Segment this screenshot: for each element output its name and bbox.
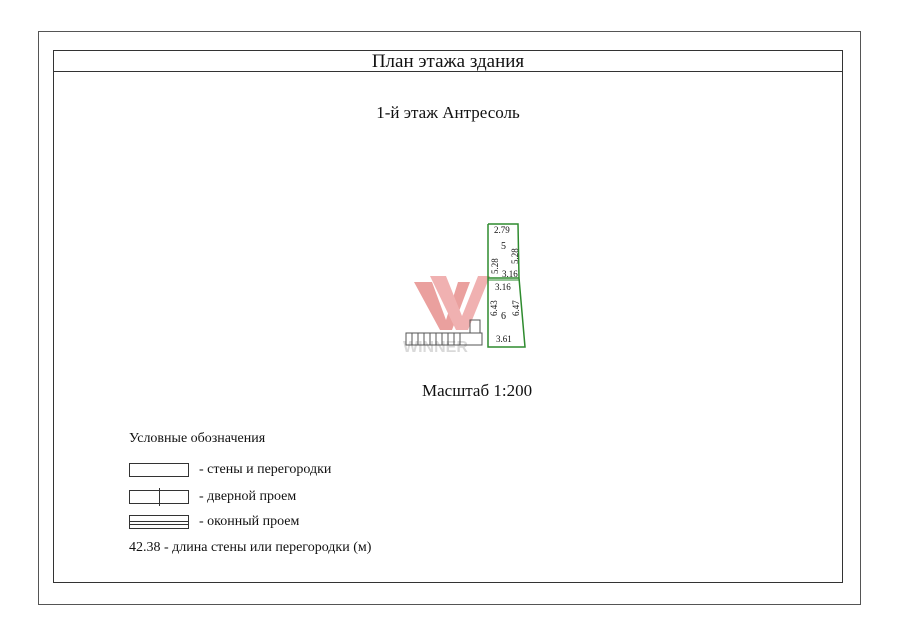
legend-item-label: - оконный проем (199, 514, 300, 529)
legend-item-label: - дверной проем (199, 489, 297, 504)
watermark-text: WINNER (403, 339, 468, 356)
watermark-logo (403, 276, 490, 356)
room5-bottom-dim: 3.16 (502, 269, 518, 279)
room5-right-dim: 5.28 (510, 248, 520, 264)
room6-top-dim: 3.16 (495, 282, 511, 292)
floor-label: 1-й этаж Антресоль (376, 103, 520, 122)
room5-left-dim: 5.28 (490, 258, 500, 274)
scale-label: Масштаб 1:200 (422, 381, 533, 400)
room5-number: 5 (501, 241, 506, 252)
room6-right-dim: 6.47 (511, 300, 521, 316)
legend-note: 42.38 - длина стены или перегородки (м) (129, 540, 372, 555)
legend-title: Условные обозначения (129, 431, 266, 446)
room6-number: 6 (501, 311, 506, 322)
room6-bottom-dim: 3.61 (496, 334, 512, 344)
sheet-title: План этажа здания (54, 51, 842, 72)
room6-left-dim: 6.43 (489, 300, 499, 316)
room5-top-dim: 2.79 (494, 225, 510, 235)
legend-item-label: - стены и перегородки (199, 462, 332, 477)
